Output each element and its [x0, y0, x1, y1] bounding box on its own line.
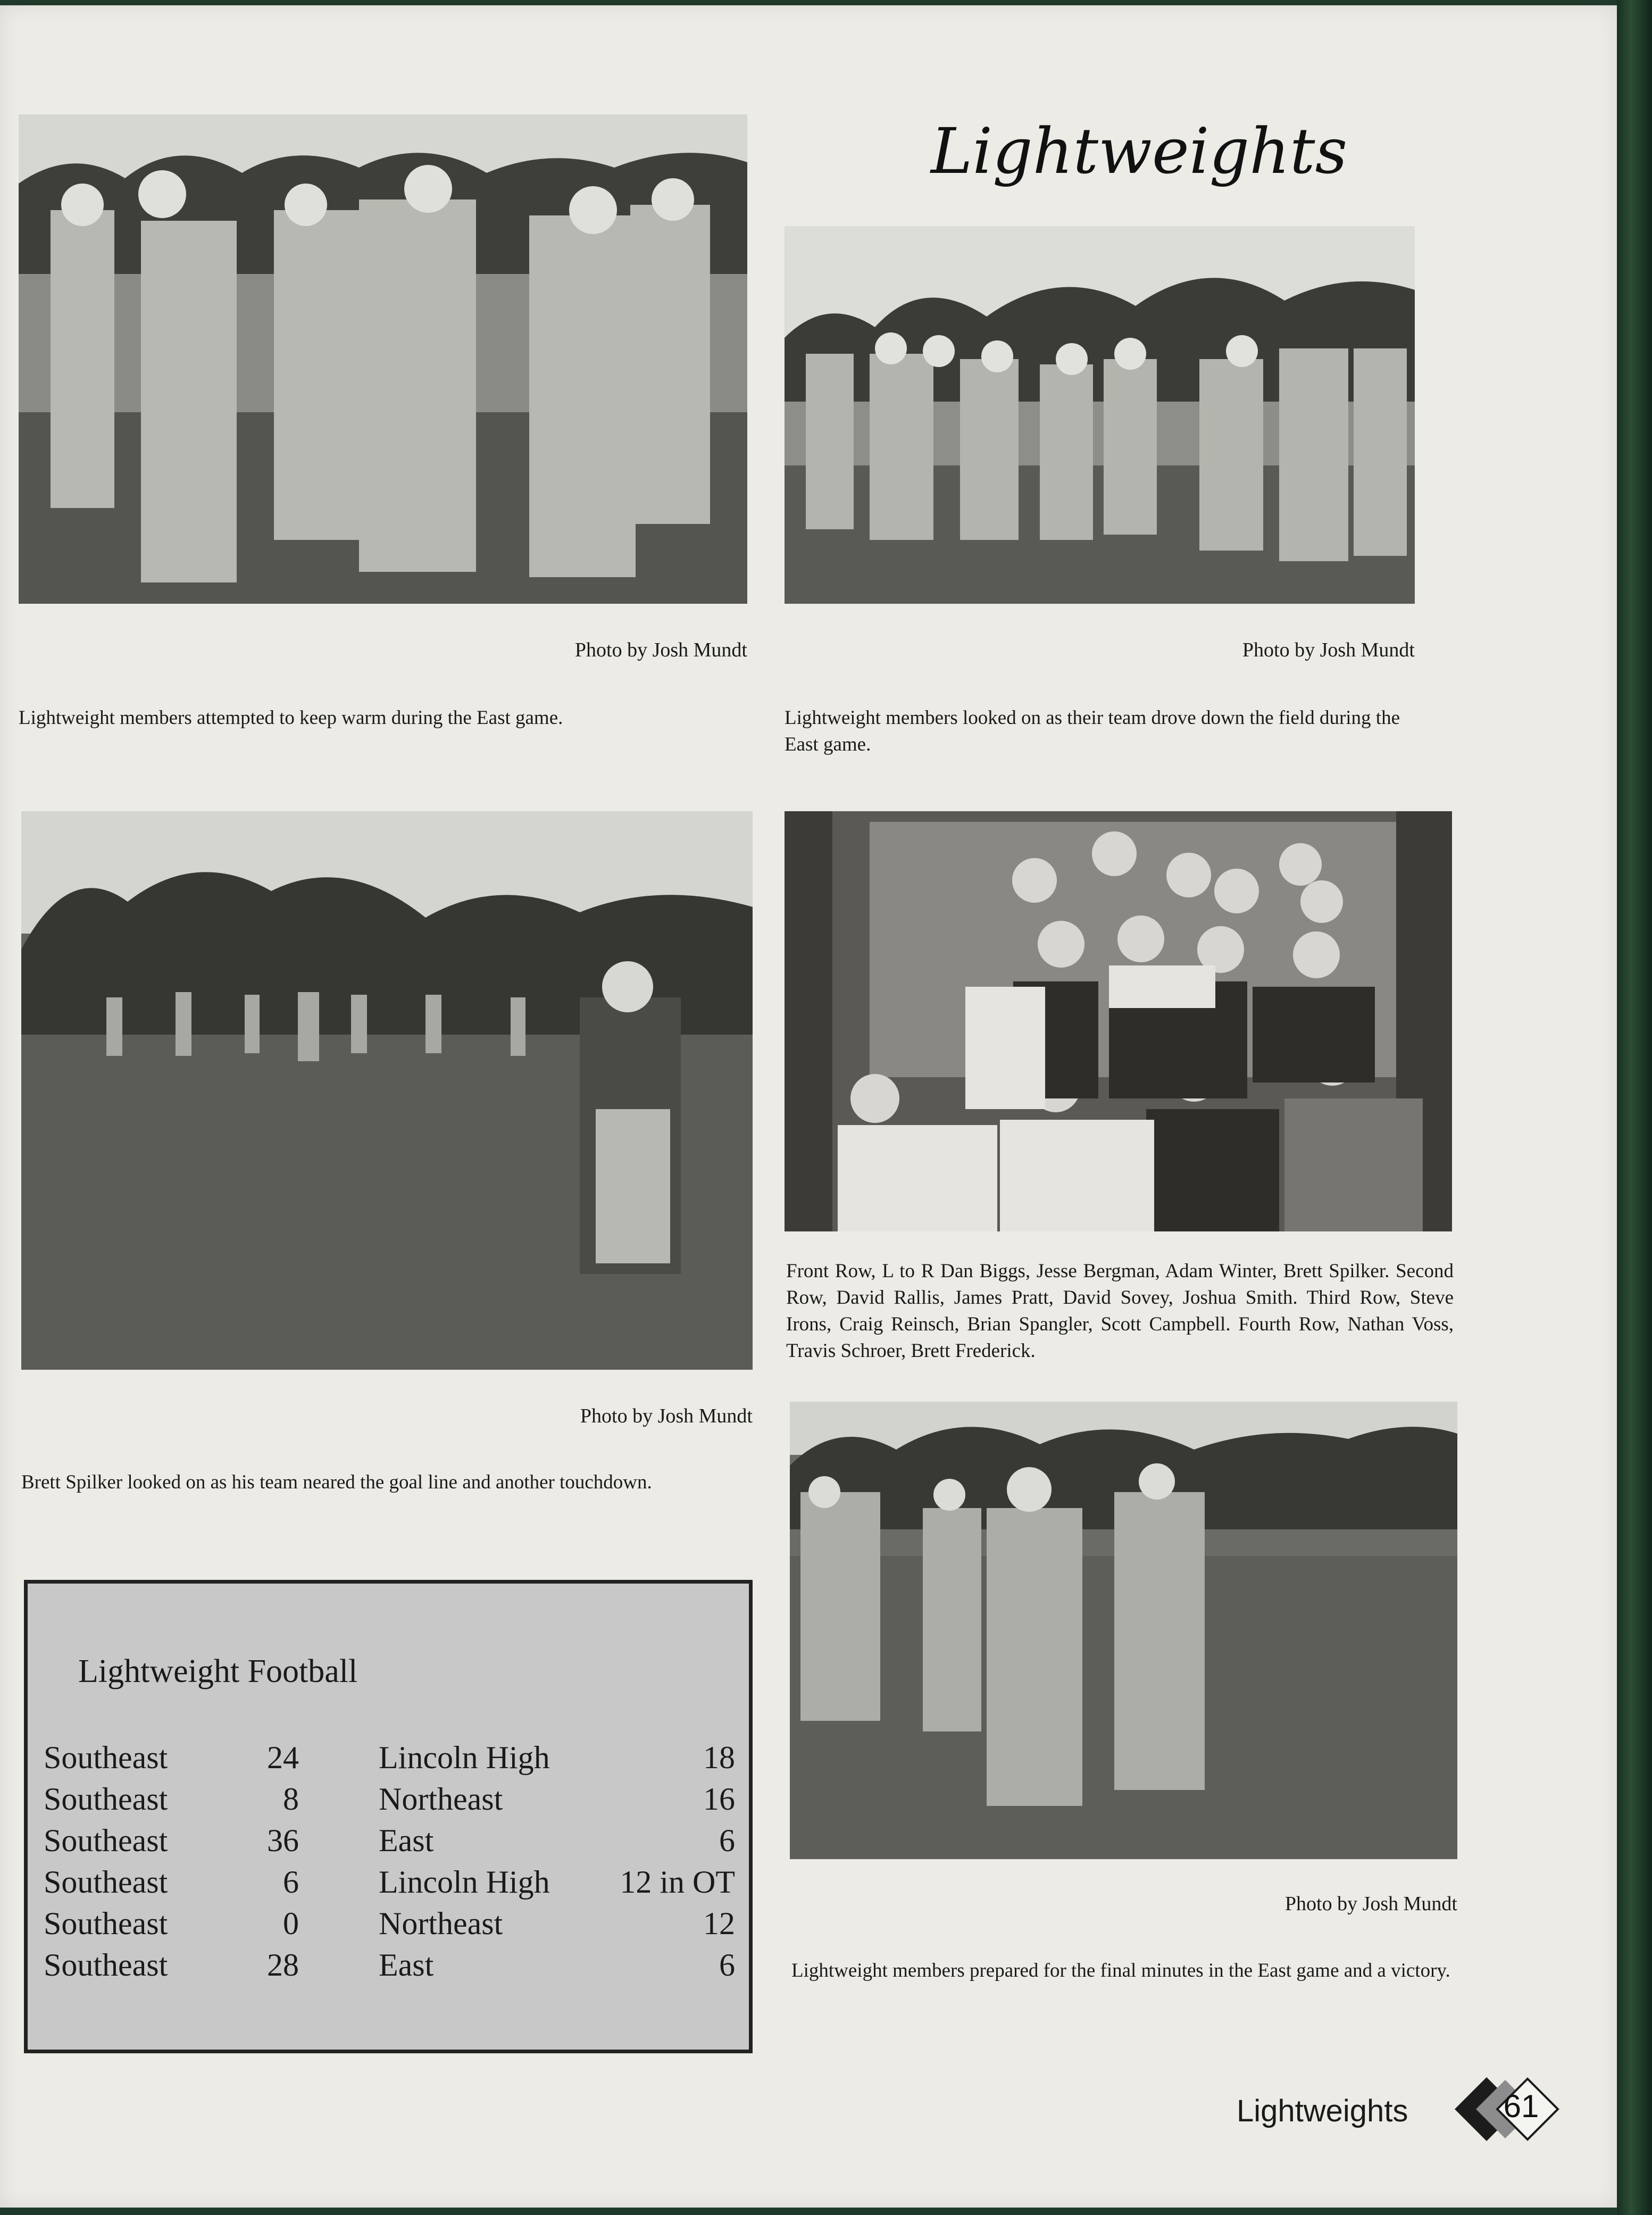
- photo-caption: Lightweight members looked on as their team drove down the field during the East game.: [785, 707, 1400, 755]
- home-team: Southeast: [44, 1864, 168, 1900]
- opponent-team: East: [379, 1947, 434, 1983]
- score-row: [28, 1864, 749, 1905]
- opponent-team: Lincoln High: [379, 1740, 550, 1775]
- opponent-team: East: [379, 1823, 434, 1858]
- photo-team-portrait: [785, 811, 1452, 1231]
- home-team: Southeast: [44, 1906, 168, 1941]
- binding-edge: [1617, 0, 1652, 2215]
- photo-caption: Brett Spilker looked on as his team neared the goal line and another touchdown.: [21, 1471, 652, 1493]
- photo-final-minutes-east-game: [790, 1402, 1457, 1859]
- scores-title: Lightweight Football: [78, 1653, 358, 1689]
- photo-credit: Photo by Josh Mundt: [574, 639, 747, 661]
- home-score: 6: [283, 1864, 299, 1900]
- season-scores-box: [24, 1580, 753, 2053]
- opponent-score: 16: [703, 1781, 735, 1817]
- team-roster-caption: Front Row, L to R Dan Biggs, Jesse Bergman, Adam Winter, Brett Spilker. Second Row, David Rallis, James Pratt, David Sovey, Joshua Smith. Third Row, Steve Irons, Craig Reinsch, Brian Spangler, Scott Campbell. Fourth Row, Nathan Voss, Travis Schroer, Brett Frederick.: [786, 1260, 1454, 1362]
- score-row: [28, 1822, 749, 1864]
- photo-credit: Photo by Josh Mundt: [580, 1405, 753, 1427]
- opponent-score: 12 in OT: [620, 1864, 735, 1900]
- score-row: [28, 1905, 749, 1947]
- opponent-score: 12: [703, 1906, 735, 1941]
- opponent-score: 6: [719, 1947, 735, 1983]
- photo-caption: Lightweight members attempted to keep warm during the East game.: [19, 707, 563, 729]
- home-team: Southeast: [44, 1947, 168, 1983]
- opponent-team: Northeast: [379, 1906, 503, 1941]
- home-team: Southeast: [44, 1781, 168, 1817]
- opponent-team: Lincoln High: [379, 1864, 550, 1900]
- yearbook-page: [0, 5, 1617, 2208]
- score-row: [28, 1781, 749, 1822]
- opponent-score: 18: [703, 1740, 735, 1775]
- photo-credit: Photo by Josh Mundt: [1284, 1893, 1457, 1915]
- opponent-team: Northeast: [379, 1781, 503, 1817]
- home-score: 36: [267, 1823, 299, 1858]
- photo-brett-spilker-goal-line: [21, 811, 753, 1370]
- photo-players-keeping-warm: [19, 114, 747, 604]
- photo-team-drove-down-field: [785, 226, 1415, 604]
- opponent-score: 6: [719, 1823, 735, 1858]
- home-score: 0: [283, 1906, 299, 1941]
- home-team: Southeast: [44, 1823, 168, 1858]
- home-score: 8: [283, 1781, 299, 1817]
- home-score: 28: [267, 1947, 299, 1983]
- photo-credit: Photo by Josh Mundt: [1242, 639, 1415, 661]
- score-row: [28, 1947, 749, 1988]
- score-row: [28, 1739, 749, 1781]
- photo-caption: Lightweight members prepared for the final minutes in the East game and a victory.: [791, 1960, 1450, 1981]
- page-number: 61: [1503, 2088, 1539, 2124]
- home-team: Southeast: [44, 1740, 168, 1775]
- footer-section-label: Lightweights: [1237, 2094, 1408, 2128]
- home-score: 24: [267, 1740, 299, 1775]
- page-title: Lightweights: [931, 114, 1348, 188]
